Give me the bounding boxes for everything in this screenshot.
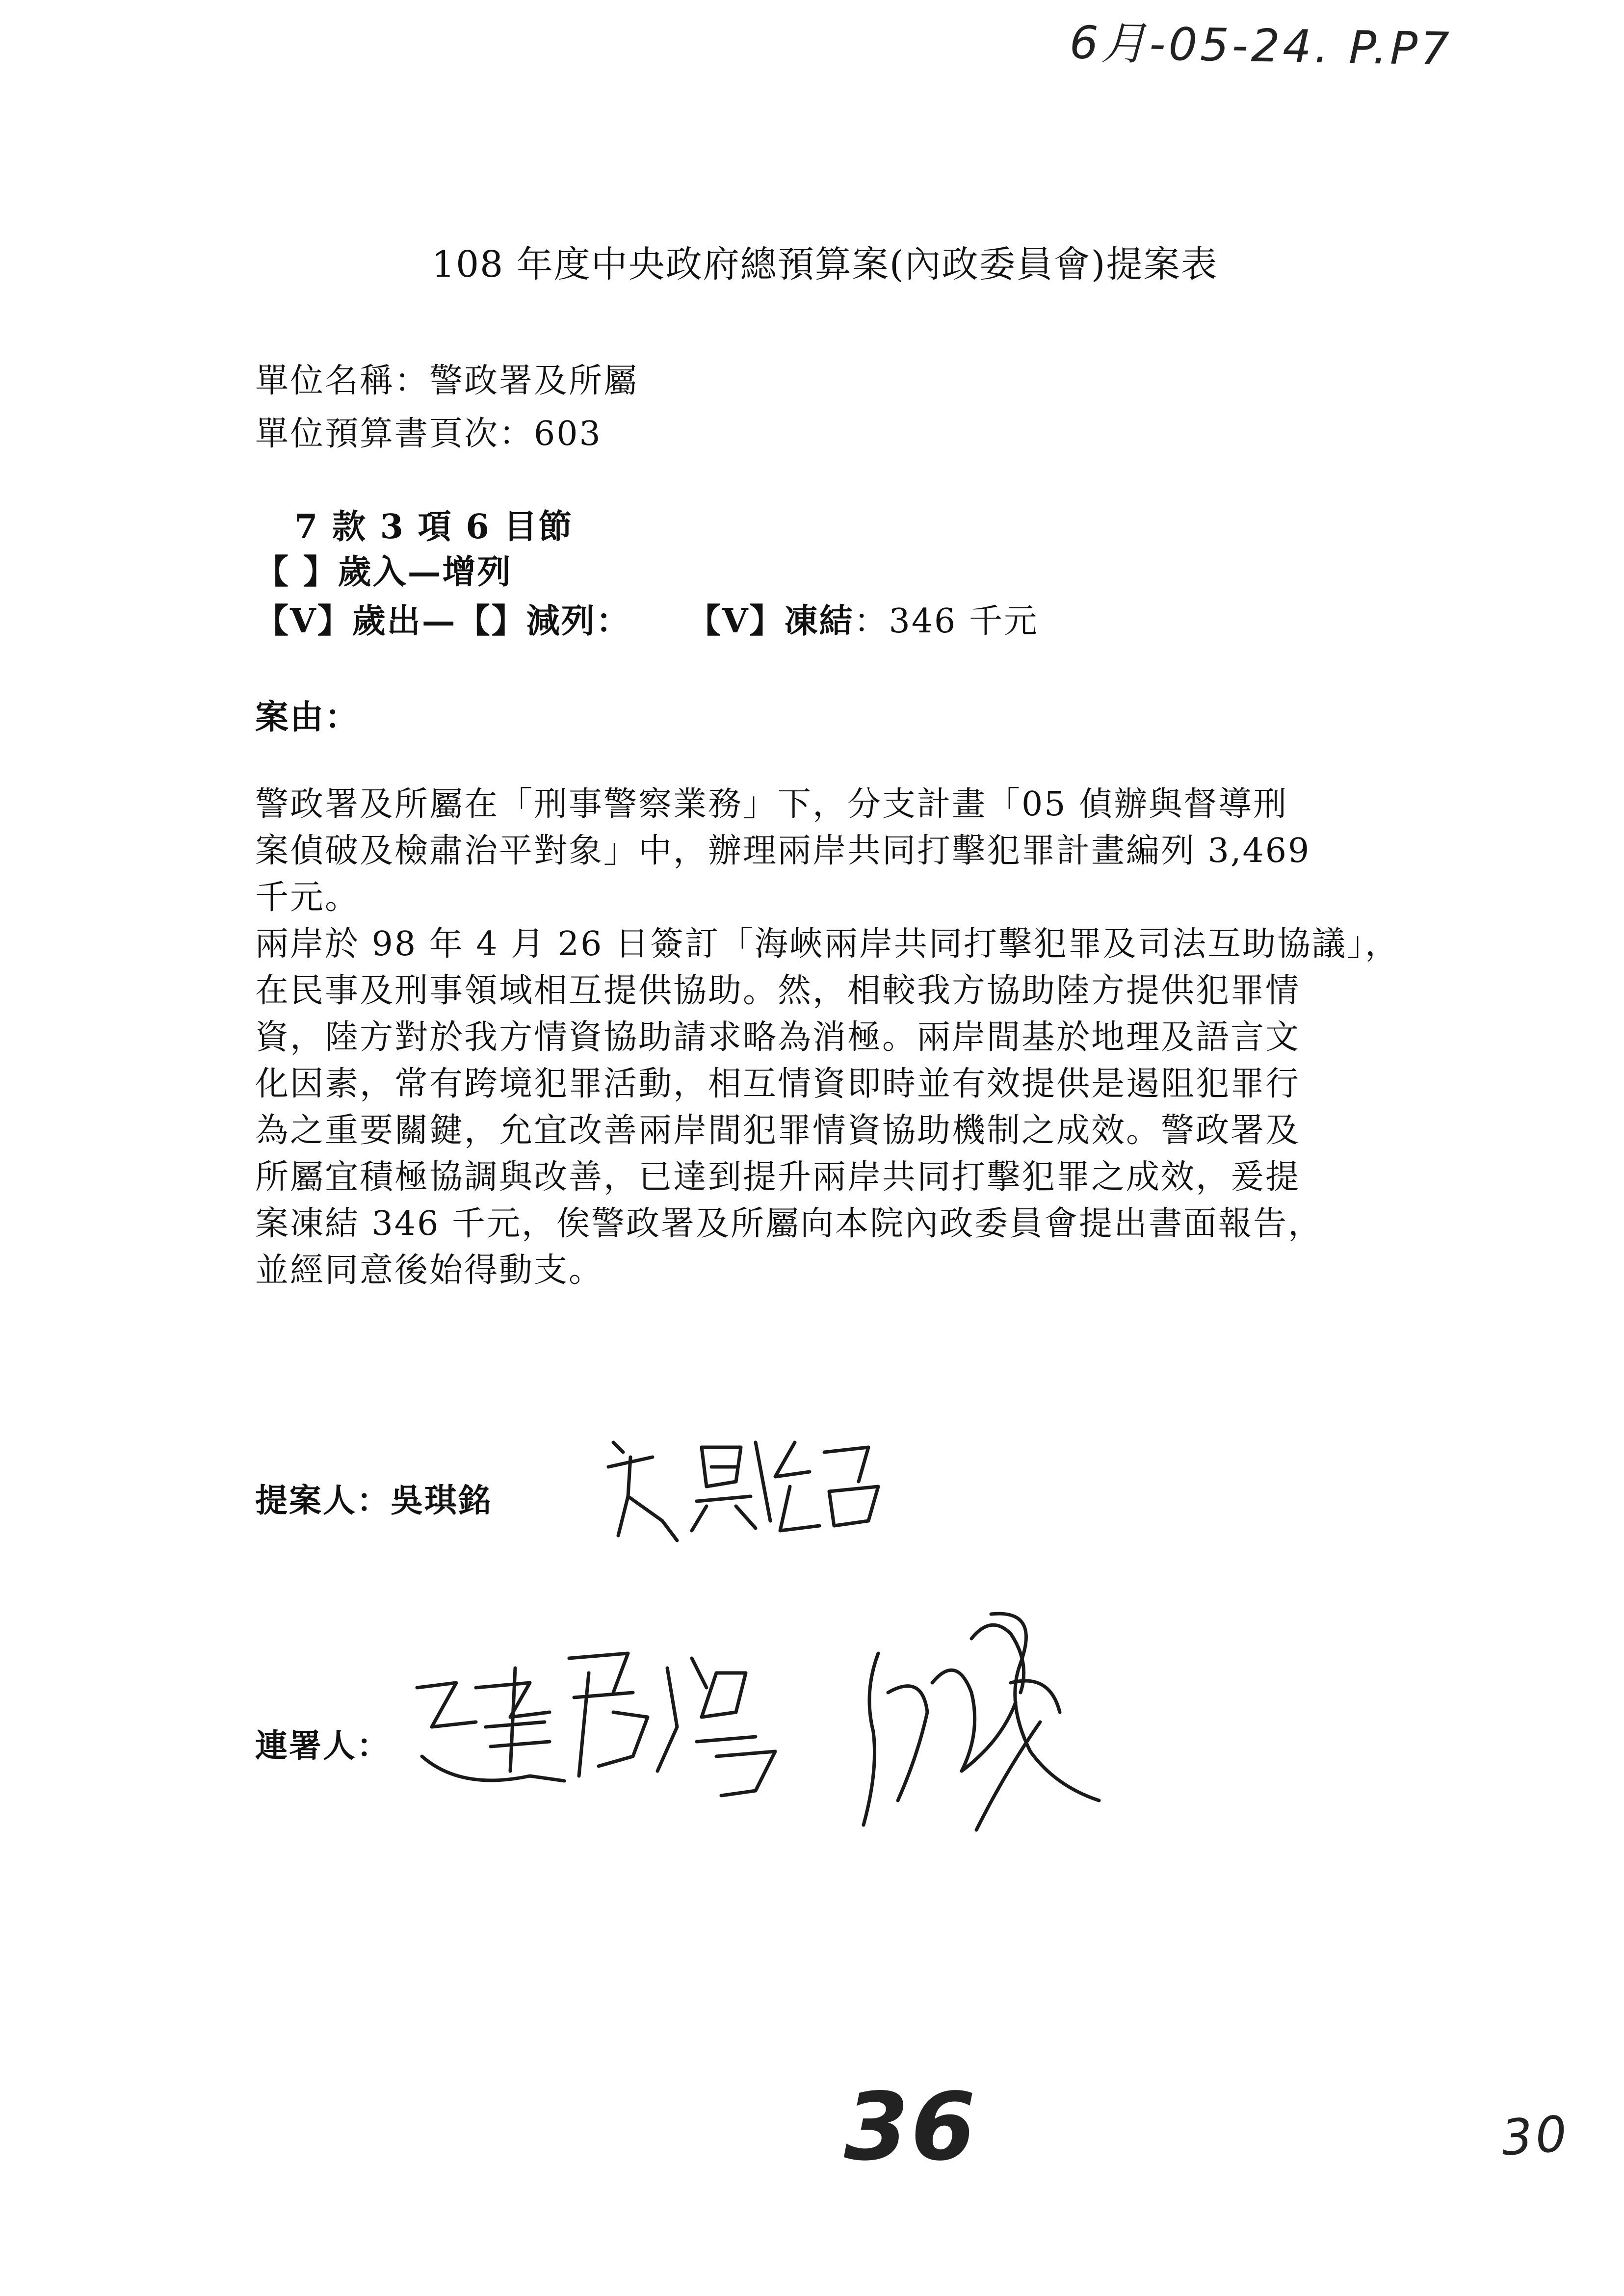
cosigner-signature-2 xyxy=(844,1594,1119,1859)
handwritten-reference-note: 6月-05-24. P.P7 xyxy=(1069,16,1453,76)
document-title: 108 年度中央政府總預算案(內政委員會)提案表 xyxy=(432,243,1218,286)
body-line: 警政署及所屬在「刑事警察業務」下，分支計畫「05 偵辦與督導刑 xyxy=(255,785,1288,824)
freeze-amount: ：346 千元 xyxy=(854,602,1039,641)
reason-heading: 案由： xyxy=(255,698,360,737)
handwritten-page-number: 36 xyxy=(844,2073,978,2181)
cosigner-label: 連署人： xyxy=(255,1726,391,1765)
unit-budget-page-line: 單位預算書頁次：603 xyxy=(255,415,602,453)
body-line: 為之重要關鍵，允宜改善兩岸間犯罪情資協助機制之成效。警政署及 xyxy=(255,1111,1301,1150)
expense-reduce-option: 【V】歲出—【】減列： xyxy=(255,601,631,641)
handwritten-corner-number: 30 xyxy=(1499,2105,1572,2167)
revenue-increase-option: 【 】歲入—增列 xyxy=(255,552,512,592)
proposer-signature xyxy=(594,1423,898,1550)
body-line: 並經同意後始得動支。 xyxy=(255,1251,604,1290)
body-line: 所屬宜積極協調與改善，已達到提升兩岸共同打擊犯罪之成效，爰提 xyxy=(255,1158,1301,1197)
body-line: 案凍結 346 千元，俟警政署及所屬向本院內政委員會提出書面報告， xyxy=(255,1204,1323,1243)
unit-name-line: 單位名稱：警政署及所屬 xyxy=(255,362,639,400)
proposer-line: 提案人：吳琪銘 xyxy=(255,1481,492,1519)
body-line: 化因素，常有跨境犯罪活動，相互情資即時並有效提供是遏阻犯罪行 xyxy=(255,1065,1301,1103)
freeze-option: 【V】凍結 xyxy=(687,601,854,641)
body-line: 案偵破及檢肅治平對象」中，辦理兩岸共同打擊犯罪計畫編列 3,469 xyxy=(255,832,1311,870)
body-line: 兩岸於 98 年 4 月 26 日簽訂「海峽兩岸共同打擊犯罪及司法互助協議」， xyxy=(255,925,1400,964)
budget-section-line: 7 款 3 項 6 目節 xyxy=(294,507,574,547)
cosigner-signature-1 xyxy=(402,1629,810,1825)
body-line: 資，陸方對於我方情資協助請求略為消極。兩岸間基於地理及語言文 xyxy=(255,1018,1301,1057)
body-line: 千元。 xyxy=(255,878,360,917)
expense-option-line xyxy=(255,595,1039,642)
body-line: 在民事及刑事領域相互提供協助。然，相較我方協助陸方提供犯罪情 xyxy=(255,971,1301,1010)
reason-body xyxy=(255,781,1442,1294)
